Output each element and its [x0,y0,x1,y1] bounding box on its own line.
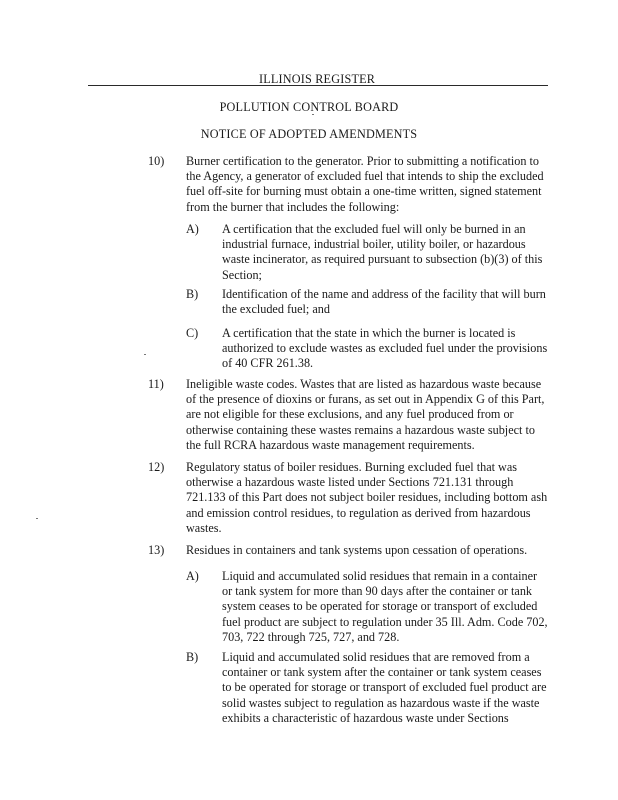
subitem-text: A certification that the state in which the burner is located is authorized to exclude wastes as excluded fuel under the provisions of 40 CFR 261.38. [222,326,548,371]
board-title: POLLUTION CONTROL BOARD [219,100,399,114]
header-rule [88,85,548,86]
item-paragraph: Ineligible waste codes. Wastes that are listed as hazardous waste because of the presence of dioxins or furans, as set out in Appendix G of this Part, are not eligible for these exclusions, and any fuel produced from or otherwise containing these wastes remains a hazardous waste subject to the full RCRA hazardous waste management requirements. [186,377,545,452]
register-title: ILLINOIS REGISTER [258,72,376,86]
subitem-text: A certification that the excluded fuel will only be burned in an industrial furnace, industrial boiler, utility boiler, or hazardous waste incinerator, as required pursuant to subsection (b)(3) of this Section; [222,222,543,282]
scan-speck [36,518,38,519]
subitem-text: Liquid and accumulated solid residues that are removed from a container or tank system after the container or tank system ceases to be operated for storage or transport of excluded fuel product are solid wastes subject to regulation as hazardous waste if the waste exhibits a characteristic of hazardous waste under Sections [222,650,547,725]
subitem-letter: B) [186,287,199,301]
item-paragraph: Regulatory status of boiler residues. Burning excluded fuel that was otherwise a hazardous waste listed under Sections 721.131 through 721.133 of this Part does not subject boiler residues, including bottom ash and emission control residues, to regulation as derived from hazardous wastes. [186,460,548,535]
scan-speck [144,354,146,355]
item-number: 12) [148,460,165,474]
item-number: 11) [148,377,164,391]
subitem-letter: C) [186,326,199,340]
subitem-letter: A) [186,222,199,236]
item-number: 13) [148,543,165,557]
item-number: 10) [148,154,165,168]
item-paragraph: Residues in containers and tank systems upon cessation of operations. [186,543,528,557]
item-paragraph: Burner certification to the generator. Prior to submitting a notification to the Agency, a generator of excluded fuel that intends to ship the excluded fuel off-site for burning must obtain a one-time written, signed statement from the burner that includes the following: [186,154,544,214]
subitem-text: Liquid and accumulated solid residues that remain in a container or tank system for more than 90 days after the container or tank system ceases to be operated for storage or transport of excluded fuel product are subject to regulation under 35 Ill. Adm. Code 702, 703, 722 through 725, 727, and 728. [222,569,548,644]
notice-title: NOTICE OF ADOPTED AMENDMENTS [200,127,418,141]
subitem-letter: B) [186,650,199,664]
scan-speck [312,114,314,115]
subitem-letter: A) [186,569,199,583]
subitem-text: Identification of the name and address of the facility that will burn the excluded fuel; and [222,287,546,317]
